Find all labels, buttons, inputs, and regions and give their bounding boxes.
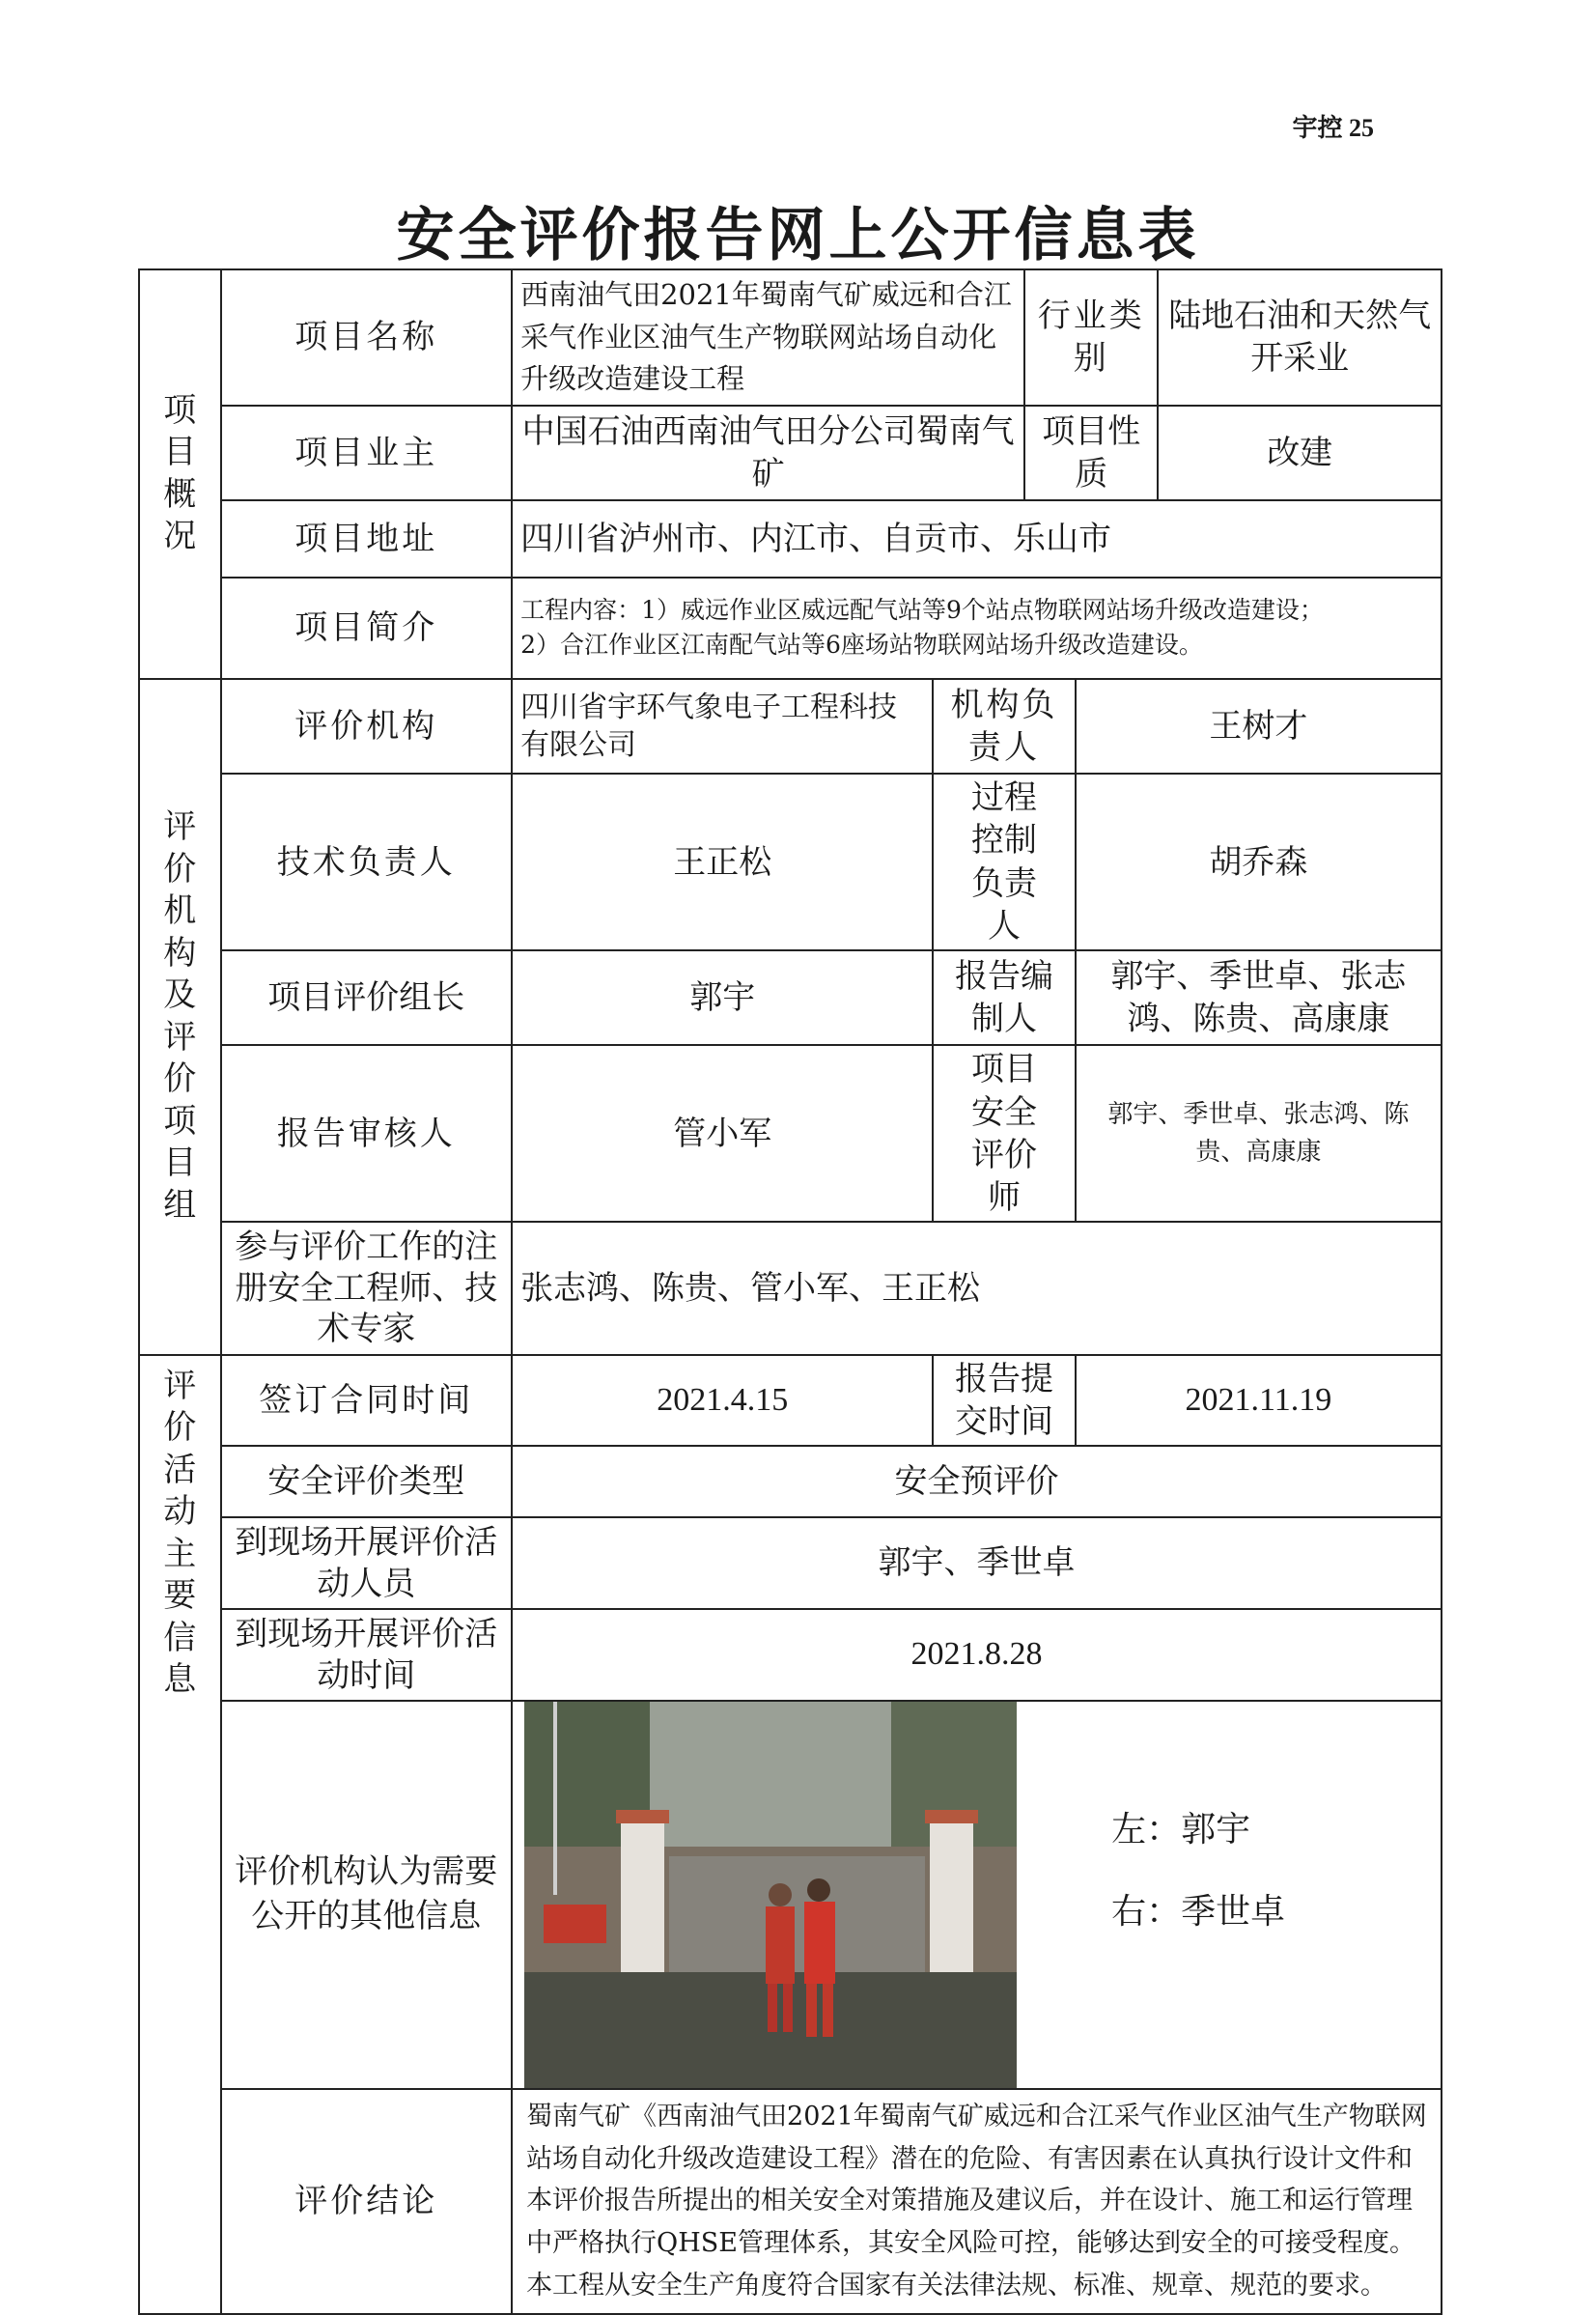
submit-date: 2021.11.19	[1076, 1355, 1442, 1446]
contract-date-label: 签订合同时间	[221, 1355, 513, 1446]
address-label: 项目地址	[221, 500, 513, 578]
owner-label: 项目业主	[221, 406, 513, 500]
submit-date-label: 报告提交时间	[933, 1355, 1075, 1446]
site-staff-label: 到现场开展评价活动人员	[221, 1517, 513, 1609]
document-code: 宇控 25	[1292, 114, 1374, 142]
section-activity: 评价活动主要信息	[139, 1355, 221, 2314]
caption-right: 右：季世卓	[1111, 1892, 1286, 1932]
tech-head-label: 技术负责人	[221, 774, 513, 950]
site-time: 2021.8.28	[512, 1609, 1442, 1701]
process-head: 胡乔森	[1076, 774, 1442, 950]
reviewer: 管小军	[512, 1045, 933, 1222]
other-info-cell	[512, 1701, 1442, 2089]
conclusion-label: 评价结论	[221, 2089, 513, 2314]
project-name: 西南油气田2021年蜀南气矿威远和合江采气作业区油气生产物联网站场自动化升级改造建设工程	[512, 269, 1024, 406]
reviewer-label: 报告审核人	[221, 1045, 513, 1222]
project-name-label: 项目名称	[221, 269, 513, 406]
tech-head: 王正松	[512, 774, 933, 950]
section-overview: 项目概况	[139, 269, 221, 679]
summary-label: 项目简介	[221, 578, 513, 679]
safety-assessors: 郭宇、季世卓、张志鸿、陈贵、高康康	[1076, 1045, 1442, 1222]
address: 四川省泸州市、内江市、自贡市、乐山市	[512, 500, 1442, 578]
agency-head-label: 机构负责人	[933, 679, 1075, 774]
engineers: 张志鸿、陈贵、管小军、王正松	[512, 1222, 1442, 1355]
summary-line-2: 2）合江作业区江南配气站等6座场站物联网站场升级改造建设。	[520, 631, 1203, 660]
nature-label: 项目性质	[1024, 406, 1158, 500]
agency-label: 评价机构	[221, 679, 513, 774]
agency: 四川省宇环气象电子工程科技有限公司	[512, 679, 933, 774]
site-time-label: 到现场开展评价活动时间	[221, 1609, 513, 1701]
authors: 郭宇、季世卓、张志鸿、陈贵、高康康	[1076, 950, 1442, 1045]
safety-assessor-label: 项目安全评价师	[933, 1045, 1075, 1222]
engineers-label: 参与评价工作的注册安全工程师、技术专家	[221, 1222, 513, 1355]
page-title: 安全评价报告网上公开信息表	[396, 202, 1200, 269]
caption-left: 左：郭宇	[1111, 1810, 1251, 1849]
author-label: 报告编制人	[933, 950, 1075, 1045]
info-table	[138, 268, 1442, 2315]
industry: 陆地石油和天然气开采业	[1158, 269, 1442, 406]
leader-label: 项目评价组长	[221, 950, 513, 1045]
contract-date: 2021.4.15	[512, 1355, 933, 1446]
assessment-type-label: 安全评价类型	[221, 1446, 513, 1517]
nature: 改建	[1158, 406, 1442, 500]
site-photo	[524, 1702, 1017, 2088]
process-head-label: 过程控制负责人	[933, 774, 1075, 950]
summary-line-1: 工程内容：1）威远作业区威远配气站等9个站点物联网站场升级改造建设；	[520, 596, 1324, 625]
owner: 中国石油西南油气田分公司蜀南气矿	[512, 406, 1024, 500]
industry-label: 行业类别	[1024, 269, 1158, 406]
section-org: 评价机构及评价项目组	[139, 679, 221, 1355]
conclusion: 蜀南气矿《西南油气田2021年蜀南气矿威远和合江采气作业区油气生产物联网站场自动化升级改造建设工程》潜在的危险、有害因素在认真执行设计文件和本评价报告所提出的相关安全对策措施及建议后，并在设计、施工和运行管理中严格执行QHSE管理体系，其安全风险可控，能够达到安全的可接受程度。本工程从安全生产角度符合国家有关法律法规、标准、规章、规范的要求。	[512, 2089, 1442, 2314]
leader: 郭宇	[512, 950, 933, 1045]
site-staff: 郭宇、季世卓	[512, 1517, 1442, 1609]
site-photo-illustration	[524, 1702, 1017, 2088]
agency-head: 王树才	[1076, 679, 1442, 774]
other-info-label: 评价机构认为需要公开的其他信息	[221, 1701, 513, 2089]
assessment-type: 安全预评价	[512, 1446, 1442, 1517]
